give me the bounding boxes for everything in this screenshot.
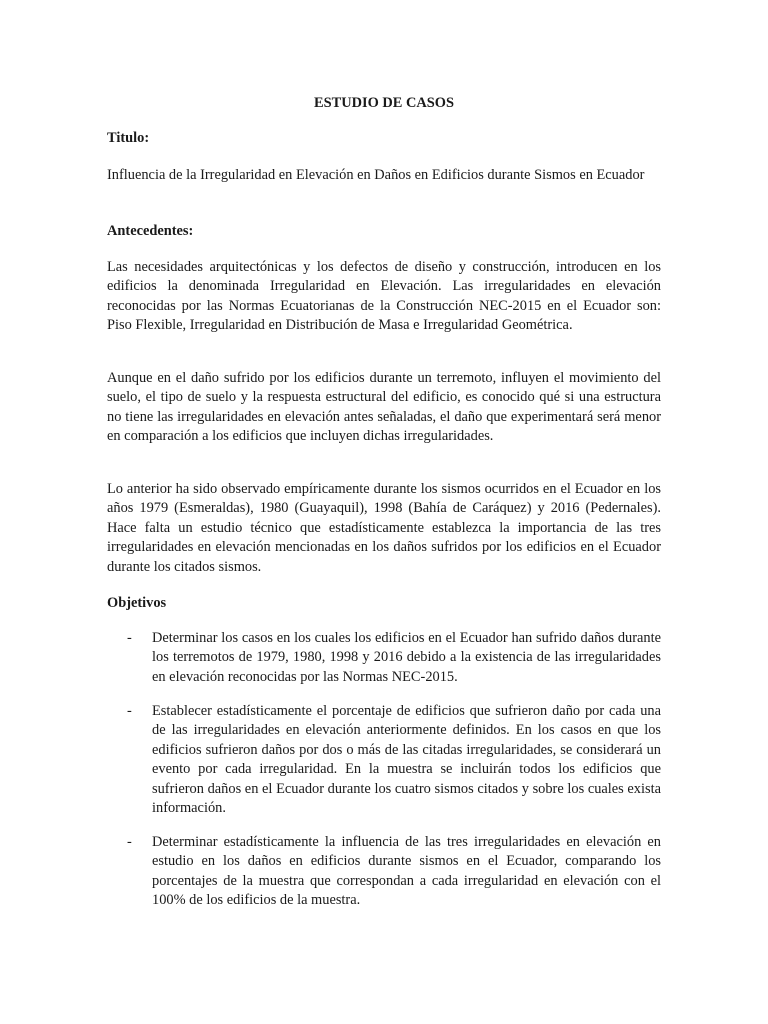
antecedentes-paragraph-1: Las necesidades arquitectónicas y los defectos de diseño y construcción, introducen en los edificios la denominada Irregularidad en Elevación. Las irregularidades en elevación reconocidas por las Normas Ecuatorianas de la Construcción NEC-2015 en el Ecuador son: Piso Flexible, Irregularidad en Distribución de Masa e Irregularidad Geométrica. (107, 259, 661, 334)
antecedentes-paragraph-2: Aunque en el daño sufrido por los edificios durante un terremoto, influyen el movimiento del suelo, el tipo de suelo y la respuesta estructural del edificio, es conocido qué si una estructura no tiene las irregularidades en elevación antes señaladas, el daño que experimentará será menor en comparación a los edificios que incluyen dichas irregularidades. (107, 370, 661, 445)
document-title: ESTUDIO DE CASOS (314, 95, 454, 111)
antecedentes-heading: Antecedentes: (107, 223, 194, 239)
objetivos-heading: Objetivos (107, 595, 167, 611)
objetivo-text-2: Establecer estadísticamente el porcentaje de edificios que sufrieron daño por cada una de las irregularidades en elevación anteriormente definidos. En los casos en que los edificios sufrieron daños por dos o más de las citadas irregularidades, se considerará un evento por cada irregularidad. En la muestra se incluirán todos los edificios que sufrieron daños en el Ecuador durante los cuatro sismos citados y sobre los cuales exista información. (152, 703, 661, 817)
bullet-dash: - (127, 630, 132, 646)
objetivo-text-1: Determinar los casos en los cuales los edificios en el Ecuador han sufrido daños durante los terremotos de 1979, 1980, 1998 y 2016 debido a la existencia de las irregularidades en elevación reconocidas por las Normas NEC-2015. (152, 630, 661, 685)
objetivo-text-3: Determinar estadísticamente la influencia de las tres irregularidades en elevación en estudio en los daños en edificios durante sismos en el Ecuador, comparando los porcentajes de la muestra que correspondan a cada irregularidad en elevación con el 100% de los edificios de la muestra. (152, 834, 661, 909)
titulo-text: Influencia de la Irregularidad en Elevación en Daños en Edificios durante Sismos en Ecuador (107, 167, 645, 183)
antecedentes-paragraph-3: Lo anterior ha sido observado empíricamente durante los sismos ocurridos en el Ecuador en los años 1979 (Esmeraldas), 1980 (Guayaquil), 1998 (Bahía de Caráquez) y 2016 (Pedernales). Hace falta un estudio técnico que estadísticamente establezca la importancia de las tres irregularidades en elevación mencionadas en los daños sufridos por los edificios en el Ecuador durante los citados sismos. (107, 481, 661, 575)
bullet-dash: - (127, 834, 132, 850)
bullet-dash: - (127, 703, 132, 719)
titulo-heading: Titulo: (107, 130, 150, 146)
